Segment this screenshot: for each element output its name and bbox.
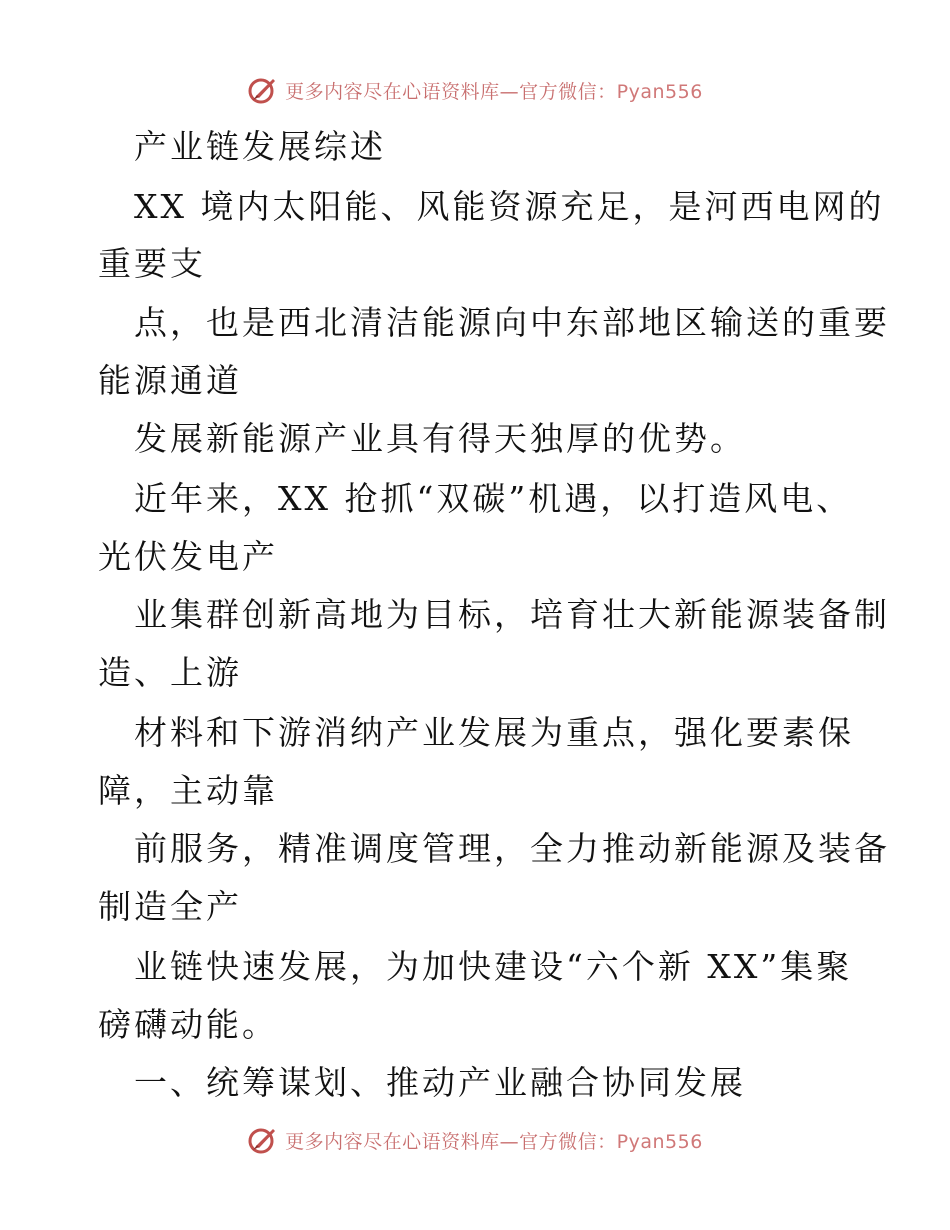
paragraph-line: 点，也是西北清洁能源向中东部地区输送的重要	[134, 303, 890, 342]
paragraph-line: 材料和下游消纳产业发展为重点，强化要素保	[134, 713, 854, 752]
paragraph-line: 近年来，XX 抢抓“双碳”机遇，以打造风电、	[134, 479, 853, 518]
paragraph-line: 业集群创新高地为目标，培育壮大新能源装备制	[134, 595, 890, 634]
paragraph-line: 发展新能源产业具有得天独厚的优势。	[134, 419, 746, 458]
section-heading: 一、统筹谋划、推动产业融合协同发展	[134, 1063, 746, 1102]
paragraph-line: 前服务，精准调度管理，全力推动新能源及装备	[134, 829, 890, 868]
watermark-text: 更多内容尽在心语资料库—官方微信：Pyan556	[285, 1130, 703, 1153]
paragraph-line: 障，主动靠	[98, 771, 278, 810]
paragraph-line: XX 境内太阳能、风能资源充足，是河西电网的	[134, 187, 885, 226]
watermark-banner-bottom	[0, 1122, 950, 1158]
paragraph-line: 重要支	[98, 244, 206, 283]
quill-logo-icon	[247, 74, 279, 106]
quill-logo-icon	[247, 1124, 279, 1156]
paragraph-line: 磅礴动能。	[98, 1005, 278, 1044]
paragraph-line: 业链快速发展，为加快建设“六个新 XX”集聚	[134, 947, 853, 986]
paragraph-line: 造、上游	[98, 653, 242, 692]
watermark-banner-top	[0, 72, 950, 108]
watermark-text: 更多内容尽在心语资料库—官方微信：Pyan556	[285, 80, 703, 103]
paragraph-line: 光伏发电产	[98, 537, 278, 576]
section-heading: 产业链发展综述	[134, 127, 386, 166]
paragraph-line: 能源通道	[98, 361, 242, 400]
paragraph-line: 制造全产	[98, 887, 242, 926]
